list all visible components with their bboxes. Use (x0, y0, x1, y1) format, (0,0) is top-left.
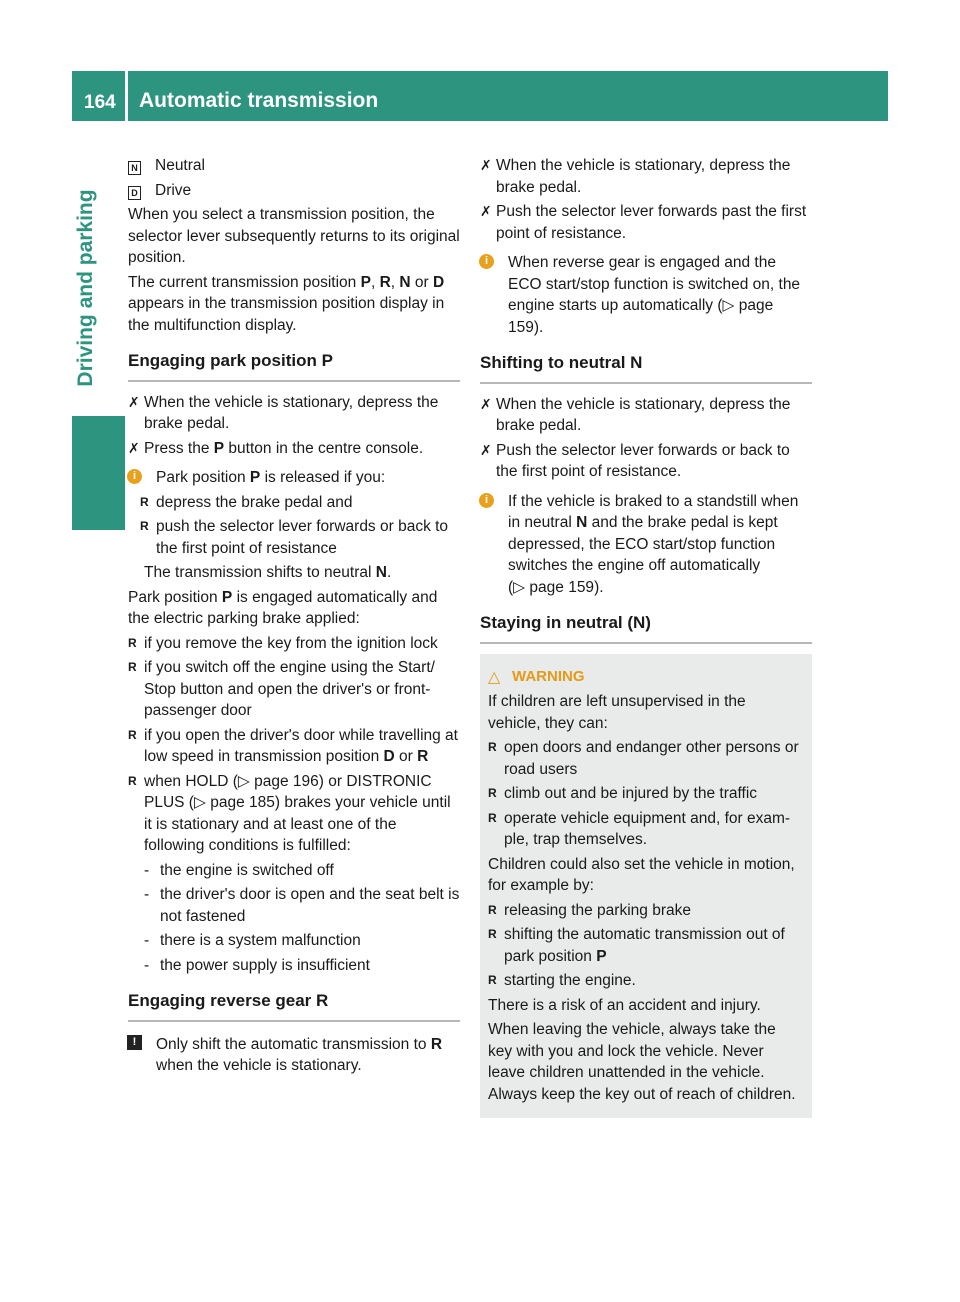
section-heading: Engaging reverse gear R (128, 990, 460, 1022)
info-icon: i (479, 254, 494, 269)
arrow-icon: ✗ (128, 439, 140, 456)
sub-list-item: - the driver's door is open and the seat belt is not fastened (144, 886, 460, 925)
instruction-step: ✗ When the vehicle is stationary, depress the brake pedal. (480, 395, 791, 434)
list-item: R starting the engine. (488, 972, 636, 989)
instruction-step: ✗ Push the selector lever forwards or back to the first point of resistance. (480, 441, 790, 480)
paragraph: The current transmission position P, R, N or D appears in the transmission position display in the multifunction display. (128, 273, 445, 334)
paragraph: There is a risk of an accident and injury. (488, 996, 761, 1014)
list-item: R releasing the parking brake (488, 901, 691, 919)
instruction-step: ✗ When the vehicle is stationary, depress the brake pedal. (128, 393, 439, 432)
warning-title: △ WARNING (512, 666, 802, 688)
header-divider (125, 71, 128, 121)
arrow-icon: ✗ (480, 441, 492, 458)
section-tab-block (72, 416, 125, 530)
page-reference-link[interactable]: page 196 (254, 772, 319, 790)
list-item: R shifting the automatic transmission out of park position P (488, 926, 785, 965)
instruction-step: ✗ Press the P button in the centre console. (128, 438, 460, 460)
page-header (72, 71, 888, 121)
instruction-step: ✗ Push the selector lever forwards past the first point of resistance. (480, 203, 807, 242)
gear-n-icon: N (128, 161, 141, 175)
paragraph: When you select a transmission position, the selector lever subsequently returns to its original position. (128, 206, 460, 266)
sub-list-item: - the power supply is insufficient (144, 956, 370, 974)
warning-box (480, 654, 812, 1119)
arrow-icon: ✗ (480, 395, 492, 412)
list-item: R if you switch off the engine using the Start/ Stop button and open the driver's or front-passenger door (128, 659, 435, 719)
arrow-icon: ✗ (128, 393, 140, 410)
gear-neutral: N Neutral (128, 155, 460, 177)
info-note: i When reverse gear is engaged and the ECO start/stop function is switched on, the engine starts up automatically (▷ page 159). (480, 252, 812, 338)
arrow-icon: ✗ (480, 203, 492, 219)
info-icon: i (127, 469, 142, 484)
page-number: 164 (84, 92, 116, 113)
paragraph: The transmission shifts to neutral N. (144, 564, 392, 581)
list-item: R operate vehicle equipment and, for exam-ple, trap themselves. (488, 809, 791, 848)
gear-d-icon: D (128, 186, 141, 200)
warning-triangle-icon: △ (488, 668, 501, 686)
info-note: i If the vehicle is braked to a standstill when in neutral N and the brake pedal is kept depressed, the ECO start/stop function switches the engine off automatically (▷ page 159). (480, 491, 812, 599)
instruction-step: ✗ When the vehicle is stationary, depress the brake pedal. (480, 157, 791, 196)
arrow-icon: ✗ (480, 157, 492, 173)
right-column (480, 155, 812, 1118)
list-item: R climb out and be injured by the traffic (488, 785, 758, 802)
paragraph: Park position P is engaged automatically and the electric parking brake applied: (128, 588, 438, 627)
sub-list-item: - the engine is switched off (144, 861, 334, 879)
paragraph: Children could also set the vehicle in motion, for example by: (488, 855, 795, 894)
section-tab-label: Driving and parking (74, 189, 97, 387)
left-column (128, 155, 460, 1080)
list-item: R depress the brake pedal and (140, 493, 353, 511)
exclamation-icon: ! (127, 1035, 142, 1050)
list-item: R push the selector lever forwards or back to the first point of resistance (140, 518, 449, 557)
section-heading: Shifting to neutral N (480, 352, 812, 384)
page-reference-link[interactable]: page 159 (529, 578, 595, 596)
page-reference-link[interactable]: page 185 (210, 794, 275, 811)
list-item: R when HOLD (▷ page 196) or DISTRONIC PLUS (▷ page 185) brakes your vehicle until it is stationary and at least one of the following conditions is fulfilled: (128, 772, 451, 854)
page-reference-link[interactable]: page 159 (508, 297, 774, 336)
section-heading: Staying in neutral (N) (480, 612, 812, 644)
info-icon: i (479, 493, 494, 508)
list-item: R if you remove the key from the ignition lock (128, 634, 438, 652)
paragraph: If children are left unsupervised in the vehicle, they can: (488, 693, 746, 732)
info-note: i Park position P is released if you: (128, 467, 460, 489)
section-heading: Engaging park position P (128, 350, 460, 382)
gear-drive: D Drive (128, 180, 460, 202)
list-item: R open doors and endanger other persons or road users (488, 739, 799, 778)
notice-note: ! Only shift the automatic transmission to R when the vehicle is stationary. (128, 1034, 460, 1077)
list-item: R if you open the driver's door while travelling at low speed in transmission position D or R (128, 726, 458, 765)
sub-list-item: - there is a system malfunction (144, 932, 361, 949)
page-title: Automatic transmission (139, 89, 379, 112)
paragraph: When leaving the vehicle, always take the key with you and lock the vehicle. Never leave children unattended in the vehicle. Always keep the key out of reach of children. (488, 1021, 796, 1103)
